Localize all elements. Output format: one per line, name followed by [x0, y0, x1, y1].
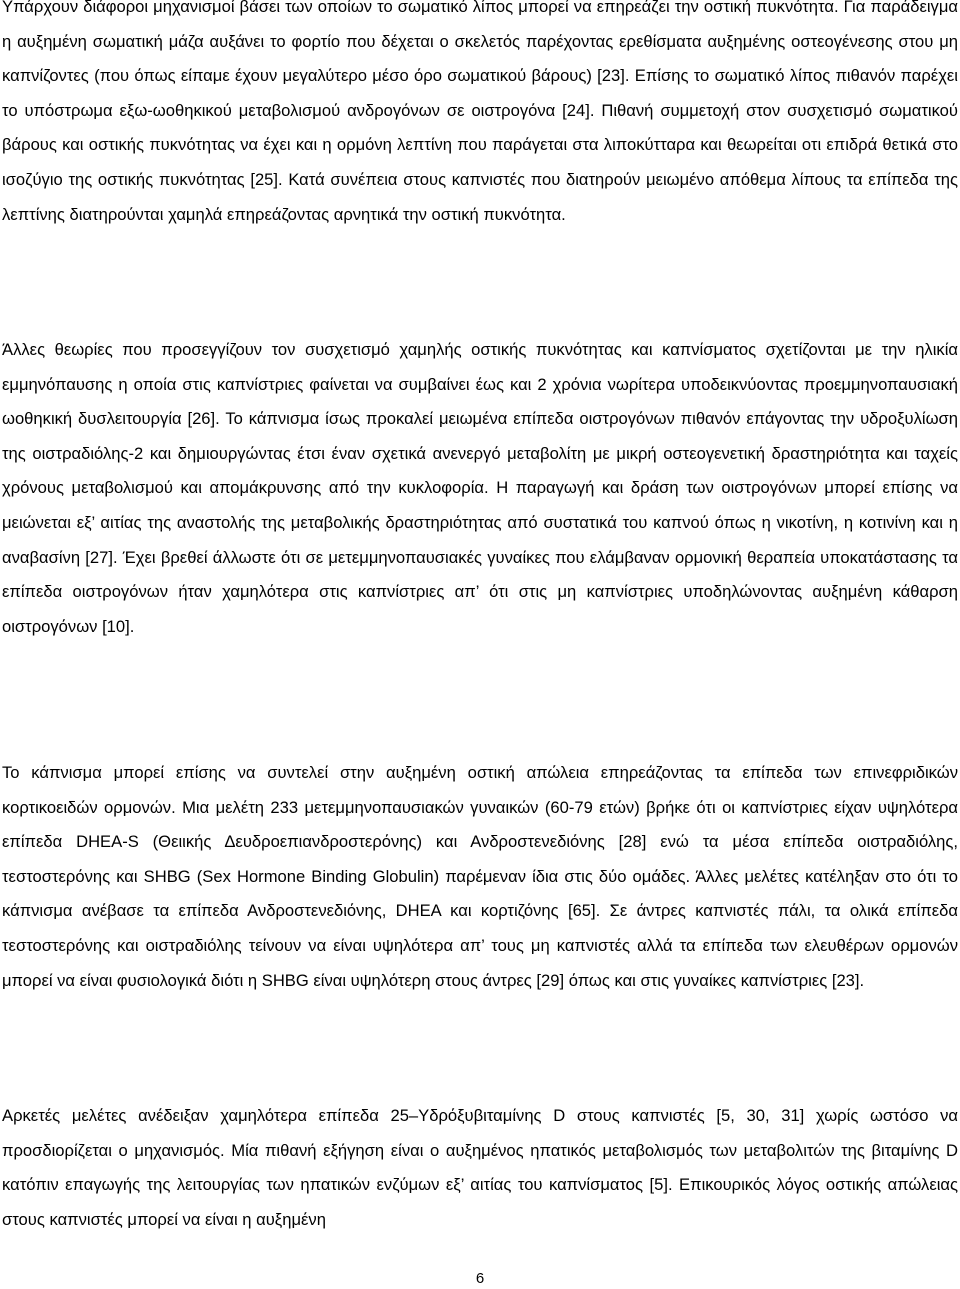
- paragraph-adrenal-hormones: Το κάπνισμα μπορεί επίσης να συντελεί στην αυξημένη οστική απώλεια επηρεάζοντας τα επίπεδα των επινεφριδικών κορτικοειδών ορμονών. Μια μελέτη 233 μετεμμηνοπαυσιακών γυναικών (60-79 ετών) βρήκε ότι οι καπνίστριες είχαν υψηλότερα επίπεδα DHEA-S (Θειικής Δευδροεπιανδροστερόνης) και Ανδροστενεδιόνης [28] ενώ τα μέσα επίπεδα οιστραδιόλης, τεστοστερόνης και SHBG (Sex Hormone Binding Globulin) παρέμεναν ίδια στις δύο ομάδες. Άλλες μελέτες κατέληξαν στο ότι το κάπνισμα ανέβασε τα επίπεδα Ανδροστενεδιόνης, DHEA και κορτιζόνης [65]. Σε άντρες καπνιστές πάλι, τα ολικά επίπεδα τεστοστερόνης και οιστραδιόλης τείνουν να είναι υψηλότερα απ’ τους μη καπνιστές αλλά τα επίπεδα των ελευθέρων ορμονών μπορεί να είναι φυσιολογικά διότι η SHBG είναι υψηλότερη στους άντρες [29] όπως και στις γυναίκες καπνίστριες [23].: [2, 763, 958, 990]
- page-number: 6: [475, 1270, 485, 1287]
- paragraph-menopause-estrogen-theories: Άλλες θεωρίες που προσεγγίζουν τον συσχετισμό χαμηλής οστικής πυκνότητας και καπνίσματος σχετίζονται με την ηλικία εμμηνόπαυσης η οποία στις καπνίστριες φαίνεται να συμβαίνει έως και 2 χρόνια νωρίτερα υποδεικνύοντας προεμμηνοπαυσιακή ωοθηκική δυσλειτουργία [26]. Το κάπνισμα ίσως προκαλεί μειωμένα επίπεδα οιστρογόνων πιθανόν επάγοντας την υδροξυλίωση της οιστραδιόλης-2 και δημιουργώντας έτσι έναν σχετικά ανενεργό μεταβολίτη με μικρή οστεογενετική δραστηριότητα και ταχείς χρόνους μεταβολισμού και απομάκρυνσης από την κυκλοφορία. Η παραγωγή και δράση των οιστρογόνων μπορεί επίσης να μειώνεται εξ’ αιτίας της αναστολής της μεταβολικής δραστηριότητας από συστατικά του καπνού όπως η νικοτίνη, η κοτινίνη και η αναβασίνη [27]. Έχει βρεθεί άλλωστε ότι σε μετεμμηνοπαυσιακές γυναίκες που ελάμβαναν ορμονική θεραπεία υποκατάστασης τα επίπεδα οιστρογόνων ήταν χαμηλότερα στις καπνίστριες απ’ ότι στις μη καπνίστριες υποδηλώνοντας αυξημένη κάθαρση οιστρογόνων [10].: [2, 340, 958, 636]
- paragraph-vitamin-d: Αρκετές μελέτες ανέδειξαν χαμηλότερα επίπεδα 25–Υδρόξυβιταμίνης D στους καπνιστές [5, 30, 31] χωρίς ωστόσο να προσδιορίζεται ο μηχανισμός. Μία πιθανή εξήγηση είναι ο αυξημένος ηπατικός μεταβολισμός των μεταβολιτών της βιταμίνης D κατόπιν επαγωγής της λειτουργίας των ηπατικών ενζύμων εξ’ αιτίας του καπνίσματος [5]. Επικουρικός λόγος οστικής απώλειας στους καπνιστές μπορεί να είναι η αυξημένη: [2, 1106, 958, 1229]
- paragraph-body-fat-mechanisms: Υπάρχουν διάφοροι μηχανισμοί βάσει των οποίων το σωματικό λίπος μπορεί να επηρεάζει την οστική πυκνότητα. Για παράδειγμα η αυξημένη σωματική μάζα αυξάνει το φορτίο που δέχεται ο σκελετός παρέχοντας ερεθίσματα αυξημένης οστεογένεσης στου μη καπνίζοντες (που όπως είπαμε έχουν μεγαλύτερο μέσο όρο σωματικού βάρους) [23]. Επίσης το σωματικό λίπος πιθανόν παρέχει το υπόστρωμα εξω-ωοθηκικού μεταβολισμού ανδρογόνων σε οιστρογόνα [24]. Πιθανή συμμετοχή στον συσχετισμό σωματικού βάρους και οστικής πυκνότητας να έχει και η ορμόνη λεπτίνη που παράγεται στα λιποκύτταρα και θεωρείται οτι επιδρά θετικά στο ισοζύγιο της οστικής πυκνότητας [25]. Κατά συνέπεια στους καπνιστές που διατηρούν μειωμένο απόθεμα λίπους τα επίπεδα της λεπτίνης διατηρούνται χαμηλά επηρεάζοντας αρνητικά την οστική πυκνότητα.: [2, 0, 958, 224]
